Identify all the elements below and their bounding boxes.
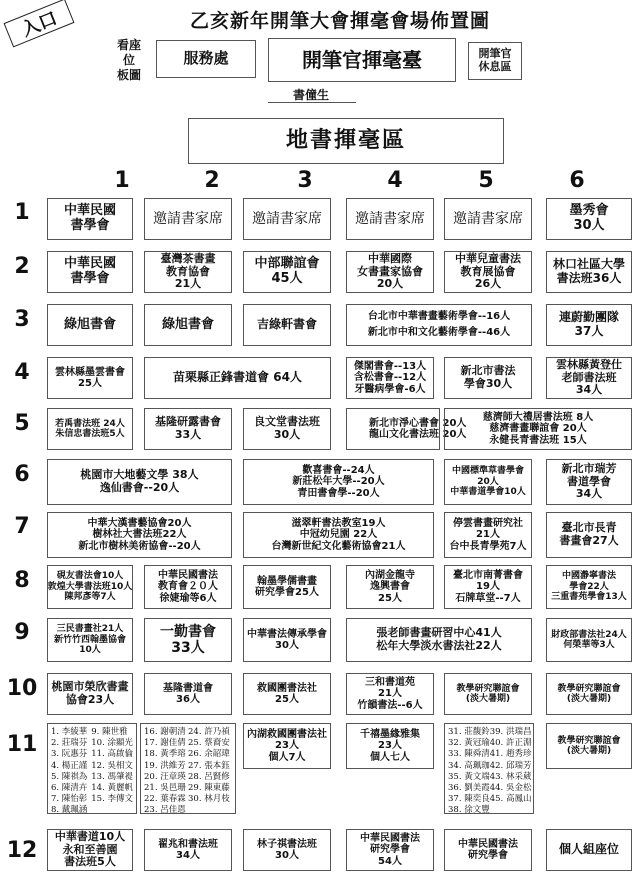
- seating-board-line-1: 看座: [116, 38, 141, 52]
- cell-text: 台北市中華書畫藝術學會--16人: [367, 311, 511, 322]
- cell-text: 綠旭書會: [63, 316, 116, 332]
- table-r10-c5: [444, 673, 532, 715]
- cell-text: 新北市樹林美術協會--20人: [78, 540, 201, 552]
- table-r12-c2: [144, 829, 232, 871]
- cell-text: 邀請書家席: [355, 210, 425, 227]
- cell-text: 青田書會學--20人: [297, 487, 380, 499]
- cell-text: 書學會: [70, 271, 110, 286]
- cell-text: 中華書道10人: [54, 830, 126, 844]
- table-r10-c6: [546, 673, 632, 715]
- cell-text: 敦煌大學書法班10人: [47, 581, 133, 592]
- row-number-8: 8: [14, 568, 30, 593]
- name-entry: 40. 許正淵: [489, 738, 532, 749]
- name-entry: 36. 劉美霞: [448, 783, 490, 794]
- table-r8-c2: [144, 565, 232, 609]
- cell-text: 研究學會: [370, 844, 410, 856]
- table-r9-c1: [47, 618, 133, 662]
- lounge-line-1: 開筆官: [478, 47, 512, 61]
- name-entry: 15. 李傳文: [91, 794, 133, 805]
- cell-text: 墨秀會: [569, 203, 609, 219]
- cell-text: 林口社區大學: [552, 257, 625, 272]
- cell-text: 邀請書家席: [453, 210, 523, 227]
- name-column: [188, 727, 232, 810]
- cell-text: 30人: [275, 640, 299, 651]
- name-column: [51, 727, 91, 816]
- column-number-3: 3: [297, 168, 313, 193]
- name-entry: 35. 黃文端: [448, 771, 490, 782]
- cell-text: 25人: [378, 592, 402, 604]
- name-entry: 18. 黃季瑢: [144, 749, 186, 760]
- cell-text: 林子祺書法班: [257, 838, 317, 850]
- cell-text: 綠旭書會: [161, 316, 214, 332]
- cell-text: 36人: [176, 694, 200, 705]
- name-entry: 4. 楊正謹: [51, 760, 88, 771]
- cell-text: 翟兆和書法班: [158, 838, 218, 850]
- name-entry: 41. 趙秀珍: [489, 749, 532, 760]
- cell-text: 三重書苑學會13人: [551, 592, 627, 603]
- name-entry: 14. 黃麗帆: [91, 783, 133, 794]
- name-entry: 34. 高珮珈: [448, 760, 490, 771]
- cell-text: 硯友書法會10人: [56, 571, 124, 582]
- table-r2-c1: [47, 251, 133, 293]
- row-number-6: 6: [14, 462, 30, 487]
- row-number-4: 4: [14, 360, 30, 385]
- cell-text: 23人: [275, 740, 299, 752]
- cell-text: 教育會２０人: [158, 581, 218, 593]
- table-r6-c34: [243, 459, 434, 505]
- table-r1-c5: [444, 198, 532, 240]
- table-r1-c6: [546, 198, 632, 240]
- table-r2-c5: [444, 251, 532, 293]
- cell-text: 三民書畫社21人: [56, 624, 124, 635]
- cell-text: 永健長青書法班 15人: [489, 434, 587, 446]
- name-entry: 28. 呂賢修: [188, 771, 230, 782]
- cell-text: 25人: [275, 694, 299, 705]
- row-number-11: 11: [6, 732, 38, 757]
- column-number-2: 2: [204, 168, 220, 193]
- table-r9-c45: [346, 618, 532, 662]
- cell-text: 20人: [376, 277, 404, 291]
- cell-text: 中華民國: [63, 256, 116, 272]
- name-column: [448, 727, 490, 816]
- column-number-5: 5: [478, 168, 494, 193]
- cell-text: 學會22人: [569, 581, 609, 592]
- table-r9-c6: [546, 618, 632, 662]
- name-entry: 44. 吳金松: [489, 783, 532, 794]
- cell-text: 45人: [271, 271, 303, 286]
- table-r8-c4: [346, 565, 434, 609]
- cell-text: 張老師書畫研習中心41人: [376, 626, 502, 640]
- table-r5-c4: [346, 408, 467, 450]
- cell-text: 33人: [171, 640, 205, 656]
- cell-text: 傑閣書會--13人: [353, 360, 427, 372]
- stage-label: 開筆官揮毫臺: [302, 47, 422, 72]
- cell-text: 樹林社大書法班22人: [92, 529, 187, 541]
- cell-text: 吉綠軒書會: [256, 317, 317, 332]
- name-entry: 10. 涂顯光: [91, 738, 133, 749]
- cell-text: 30人: [275, 850, 299, 861]
- cell-text: 學會30人: [463, 377, 513, 390]
- name-entry: 9. 陳世雅: [91, 727, 128, 737]
- cell-text: 研究學會25人: [255, 587, 319, 598]
- cell-text: 34人: [176, 850, 200, 861]
- cell-text: 台中長青學苑7人: [449, 540, 527, 552]
- row-number-12: 12: [6, 838, 38, 863]
- table-r2-c2: [144, 251, 232, 293]
- name-entry: 22. 葉春霖: [144, 794, 186, 805]
- name-column: [490, 727, 532, 810]
- table-r3-c2: [144, 304, 232, 346]
- table-r6-c6: [546, 459, 632, 505]
- name-entry: 32. 黃冠瑜: [448, 738, 490, 749]
- table-r12-c3: [243, 829, 331, 871]
- cell-text: 10人: [79, 645, 101, 656]
- cell-text: 中華民國書法: [360, 832, 420, 844]
- cell-text: (淡大暑期): [566, 746, 612, 756]
- cell-text: 停雲書畫研究社: [453, 517, 523, 529]
- cell-text: 龍山文化書法班 20人: [369, 429, 467, 440]
- cell-text: 書道學會: [567, 474, 611, 488]
- cell-text: 三和書道苑: [365, 676, 415, 688]
- official-lounge: [468, 42, 522, 80]
- name-entry: 16. 謝朝清: [144, 727, 186, 737]
- cell-text: 教育協會: [166, 264, 210, 278]
- cell-text: 書學會: [70, 218, 110, 233]
- table-r12-c6: [546, 829, 632, 871]
- cell-text: 新北市書法: [460, 364, 516, 378]
- cell-text: 若禹書法班 24人: [55, 418, 125, 429]
- cell-text: 中華兒童書法: [455, 252, 521, 266]
- cell-text: (淡大暑期): [465, 694, 511, 704]
- name-entry: 5. 陳祺為: [51, 771, 88, 782]
- table-r7-c12: [47, 512, 232, 558]
- cell-text: 竹韻書法--6人: [357, 699, 423, 711]
- cell-text: 個人7人: [268, 751, 306, 763]
- name-entry: 21. 吳邑珊: [144, 783, 186, 794]
- cell-text: 救國團書法社: [257, 682, 317, 694]
- table-r12-c4: [346, 829, 434, 871]
- table-r1-c1: [47, 198, 133, 240]
- column-number-1: 1: [114, 168, 130, 193]
- name-entry: 37. 陳奕良: [448, 794, 490, 805]
- name-entry: 26. 余韶瑋: [188, 749, 230, 760]
- name-list-r11-c2: [140, 723, 236, 814]
- cell-text: 新莊松年大學--20人: [292, 476, 385, 488]
- entrance-label: 入口: [4, 0, 75, 47]
- cell-text: 翰墨學儒書畫: [257, 575, 317, 587]
- table-r4-c4: [346, 357, 434, 399]
- cell-text: 朱信忠書法班5人: [55, 429, 125, 439]
- table-r10-c3: [243, 673, 331, 715]
- cell-text: 台灣新世紀文化藝術協會21人: [271, 540, 406, 552]
- cell-text: 桃園市榮欣書畫: [51, 680, 129, 694]
- name-entry: 11. 高啟倫: [91, 749, 133, 760]
- opening-official-stage: [268, 38, 456, 82]
- column-number-4: 4: [387, 168, 403, 193]
- table-r8-c6: [546, 565, 632, 609]
- table-r3-c3: [243, 304, 331, 346]
- cell-text: 含松書會--12人: [353, 372, 427, 384]
- name-column: [144, 727, 188, 816]
- name-entry: 43. 林采葳: [489, 771, 532, 782]
- cell-text: 新竹竹西翰墨協會: [53, 634, 126, 645]
- cell-text: 中國瀞寧書法: [561, 571, 616, 582]
- cell-text: 內湖救國團書法社: [247, 728, 327, 740]
- cell-text: 一勤書會: [160, 623, 216, 640]
- cell-text: 中國標準草書學會: [451, 466, 524, 477]
- cell-text: 基隆書道會: [163, 682, 213, 694]
- cell-text: 中華民國書法: [458, 838, 518, 850]
- cell-text: 34人: [575, 487, 603, 501]
- name-entry: 30. 林月枝: [188, 794, 230, 805]
- name-list-r11-c5: [444, 723, 534, 814]
- table-r11-c6: [546, 723, 632, 769]
- cell-text: 永和至善園: [62, 842, 118, 856]
- service-desk-label: 服務處: [183, 49, 229, 68]
- table-r5-c56: [444, 408, 632, 450]
- cell-text: (淡大暑期): [566, 694, 612, 704]
- cell-text: 教學研究聯誼會: [456, 683, 520, 694]
- table-r3-c6: [546, 304, 632, 346]
- entrance-marker: [2, 2, 82, 44]
- cell-text: 教學研究聯誼會: [557, 735, 621, 746]
- table-r4-c23: [144, 357, 331, 399]
- cell-text: 25人: [78, 378, 102, 389]
- cell-text: 邀請書家席: [153, 210, 223, 227]
- table-r4-c5: [444, 357, 532, 399]
- table-r1-c4: [346, 198, 434, 240]
- cell-text: 雲林縣墨雲書會: [55, 366, 125, 378]
- name-entry: 12. 吳相文: [91, 760, 133, 771]
- cell-text: 協會23人: [65, 693, 115, 706]
- cell-text: 37人: [574, 324, 604, 338]
- cell-text: 慈濟書畫聯誼會 20人: [489, 423, 587, 435]
- name-entry: 2. 莊瑞芬: [51, 738, 88, 749]
- table-r2-c3: [243, 251, 331, 293]
- table-r8-c3: [243, 565, 331, 609]
- table-r4-c6: [546, 357, 632, 399]
- cell-text: 個人七人: [370, 751, 410, 763]
- table-r7-c5: [444, 512, 532, 558]
- table-r5-c2: [144, 408, 232, 450]
- name-entry: 6. 陳清卉: [51, 783, 88, 794]
- name-entry: 13. 馮肇褆: [91, 771, 133, 782]
- cell-text: 30人: [273, 428, 301, 441]
- cell-text: 石牌草堂--7人: [455, 592, 521, 604]
- row-number-9: 9: [14, 620, 30, 645]
- name-entry: 39. 洪瑞昌: [489, 727, 532, 737]
- name-entry: 33. 陳舜清: [448, 749, 490, 760]
- table-r9-c2: [144, 618, 232, 662]
- cell-text: 個人組座位: [558, 842, 619, 857]
- cell-text: 財政部書法社24人: [551, 629, 627, 640]
- row-number-1: 1: [14, 200, 30, 225]
- seating-board-line-2: 位: [122, 53, 135, 67]
- name-column: [91, 727, 133, 810]
- table-r7-c6: [546, 512, 632, 558]
- cell-text: 21人: [378, 688, 402, 700]
- cell-text: 滋翠軒書法教室19人: [291, 517, 386, 529]
- table-r12-c1: [47, 829, 133, 871]
- table-r11-c4: [346, 723, 434, 769]
- table-r5-c1: [47, 408, 133, 450]
- cell-text: 中華書道學會10人: [450, 487, 526, 498]
- cell-text: 逸興書會: [370, 581, 410, 593]
- table-r11-c3: [243, 723, 331, 769]
- cell-text: 臺灣茶書畫: [160, 252, 216, 266]
- name-entry: 42. 邱瑞芳: [489, 760, 532, 771]
- table-r9-c3: [243, 618, 331, 662]
- cell-text: 雲林縣黃登仕: [556, 358, 622, 372]
- cell-text: 陳邦彥等7人: [64, 592, 116, 603]
- cell-text: 連蔚勤團隊: [558, 310, 619, 325]
- attendant-label: 書僮生: [292, 88, 329, 102]
- seating-board: [112, 38, 146, 83]
- row-number-5: 5: [14, 411, 30, 436]
- row-number-2: 2: [14, 254, 30, 279]
- seating-board-line-3: 板圖: [116, 68, 141, 82]
- table-r6-c5: [444, 459, 532, 505]
- cell-text: 中華民國: [63, 203, 116, 219]
- name-entry: 19. 洪維芳: [144, 760, 186, 771]
- cell-text: 23人: [378, 740, 402, 752]
- cell-text: 33人: [174, 428, 202, 441]
- cell-text: 中華民國書法: [158, 569, 218, 581]
- cell-text: 研究學會: [468, 850, 508, 861]
- table-r8-c1: [47, 565, 133, 609]
- cell-text: 女書畫家協會: [357, 264, 423, 278]
- column-number-6: 6: [569, 168, 585, 193]
- cell-text: 苗栗縣正鋒書道會 64人: [173, 370, 302, 385]
- name-entry: 8. 戴珮涵: [51, 805, 88, 816]
- floor-writing-area: [188, 118, 504, 164]
- cell-text: 徐婕瑜等6人: [159, 592, 217, 604]
- name-entry: 45. 高鳳山: [489, 794, 532, 805]
- name-entry: 25. 蔡裔安: [188, 738, 230, 749]
- table-r3-c45: [346, 304, 532, 346]
- cell-text: 新北市中和文化藝術學會--46人: [367, 327, 511, 338]
- cell-text: 牙醫病學會-6人: [354, 383, 426, 395]
- name-entry: 23. 呂佳恩: [144, 805, 186, 816]
- row-number-10: 10: [6, 676, 38, 701]
- name-entry: 27. 張本鈺: [188, 760, 230, 771]
- table-r6-c12: [47, 459, 232, 505]
- cell-text: 中華國際: [368, 252, 412, 266]
- cell-text: 54人: [378, 855, 402, 867]
- table-r1-c3: [243, 198, 331, 240]
- cell-text: 21人: [476, 529, 500, 541]
- cell-text: 新北市淨心書會 20人: [369, 417, 467, 429]
- name-entry: 3. 阮惠芬: [51, 749, 88, 760]
- cell-text: 書法班5人: [64, 855, 116, 869]
- cell-text: 30人: [573, 218, 605, 233]
- cell-text: 逸仙書會--20人: [99, 481, 180, 494]
- name-entry: 29. 陳東藤: [188, 783, 230, 794]
- cell-text: 基隆研露書會: [155, 415, 221, 429]
- name-entry: 31. 莊馥鈴: [448, 727, 490, 737]
- name-entry: 38. 徐文豐: [448, 805, 490, 816]
- cell-text: 中華書法傳承學會: [247, 628, 327, 640]
- name-entry: 7. 陳怡彰: [51, 794, 88, 805]
- cell-text: 臺北市南菁書會: [453, 569, 523, 581]
- table-r10-c2: [144, 673, 232, 715]
- page-title: 乙亥新年開筆大會揮毫會場佈置圖: [189, 10, 490, 32]
- table-r12-c5: [444, 829, 532, 871]
- cell-text: 34人: [575, 383, 603, 397]
- cell-text: 書法班36人: [556, 271, 622, 285]
- table-r8-c5: [444, 565, 532, 609]
- cell-text: 新北市瑞芳: [561, 462, 617, 476]
- table-r1-c2: [144, 198, 232, 240]
- cell-text: 內湖金龍寺: [365, 569, 415, 581]
- table-r10-c1: [47, 673, 133, 715]
- cell-text: 教育展協會: [460, 264, 516, 278]
- name-entry: 17. 謝佳倩: [144, 738, 186, 749]
- cell-text: 中部聯誼會: [254, 256, 320, 272]
- cell-text: 桃園市大地藝文學 38人: [80, 468, 199, 482]
- name-entry: 20. 汪章瑛: [144, 771, 186, 782]
- table-r10-c4: [346, 673, 434, 715]
- cell-text: 老師書法班: [561, 370, 617, 384]
- cell-text: 書畫會27人: [559, 534, 619, 547]
- cell-text: 中冠幼兒園 22人: [299, 529, 378, 541]
- table-r2-c4: [346, 251, 434, 293]
- service-desk: [156, 40, 256, 78]
- cell-text: 邀請書家席: [252, 210, 322, 227]
- cell-text: 20人: [477, 476, 499, 487]
- lounge-line-2: 休息區: [478, 60, 512, 73]
- cell-text: 良文堂書法班: [254, 415, 320, 429]
- table-r7-c34: [243, 512, 434, 558]
- cell-text: 教學研究聯誼會: [557, 683, 621, 694]
- cell-text: 千禧墨緣雅集: [360, 728, 420, 740]
- cell-text: 慈濟師大禮居書法班 8人: [482, 411, 594, 423]
- floor-area-label: 地書揮毫區: [285, 128, 406, 154]
- table-r5-c3: [243, 408, 331, 450]
- cell-text: 26人: [474, 277, 502, 291]
- table-r3-c1: [47, 304, 133, 346]
- cell-text: 臺北市長青: [561, 521, 617, 535]
- cell-text: 中華大漢書藝協會20人: [87, 517, 192, 529]
- cell-text: 松年大學淡水書法社22人: [376, 639, 502, 652]
- cell-text: 何榮華等3人: [563, 640, 615, 650]
- table-r4-c1: [47, 357, 133, 399]
- row-number-3: 3: [14, 307, 30, 332]
- cell-text: 21人: [174, 277, 202, 291]
- name-entry: 24. 許乃禎: [188, 727, 230, 737]
- name-list-r11-c1: [47, 723, 137, 814]
- attendant-underline: [268, 102, 356, 103]
- cell-text: 歡喜書會--24人: [302, 464, 375, 476]
- name-entry: 1. 李綾華: [51, 727, 88, 737]
- table-r2-c6: [546, 251, 632, 293]
- row-number-7: 7: [14, 514, 30, 539]
- cell-text: 19人: [476, 581, 500, 593]
